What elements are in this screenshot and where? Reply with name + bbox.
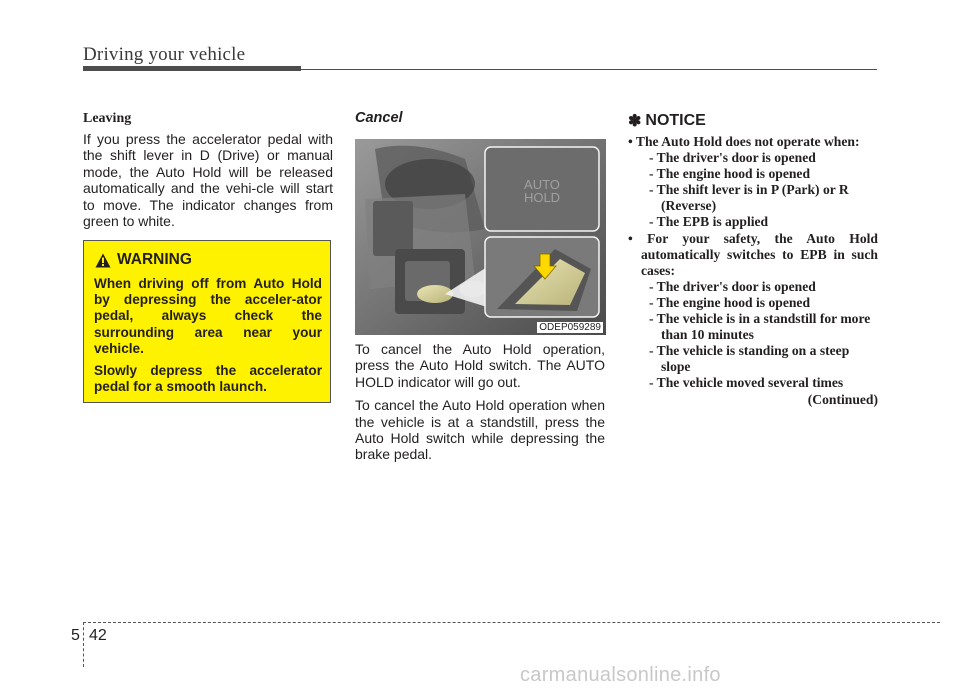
figure-code: ODEP059289 xyxy=(539,322,601,333)
warning-triangle-icon xyxy=(95,253,111,268)
notice-heading-row xyxy=(628,111,706,131)
notice-sub-item: - The vehicle is standing on a steep slope xyxy=(649,343,850,375)
console-illustration xyxy=(355,139,606,335)
page-chapter: 5 xyxy=(71,627,80,644)
cancel-body xyxy=(355,341,605,470)
watermark: carmanualsonline.info xyxy=(520,664,721,686)
leaving-heading: Leaving xyxy=(83,111,132,126)
notice-sub-item: - The vehicle is in a standstill for more than 10 minutes xyxy=(649,311,871,343)
warning-box xyxy=(83,240,331,403)
notice-list xyxy=(628,134,878,408)
warning-title: WARNING xyxy=(117,251,192,268)
notice-heading: NOTICE xyxy=(645,112,706,129)
warning-paragraph: Slowly depress the accelerator pedal for a smooth launch. xyxy=(94,363,322,395)
notice-symbol-icon: ✽ xyxy=(628,113,642,130)
footer-rule xyxy=(83,622,940,623)
warning-title-row xyxy=(95,251,192,269)
figure-label-auto: AUTO xyxy=(524,177,560,192)
header-rule-thin xyxy=(301,69,877,70)
notice-sub-item: - The vehicle moved several times xyxy=(649,375,844,391)
header-rule-thick xyxy=(83,66,301,71)
notice-continued: (Continued) xyxy=(807,391,878,407)
notice-sub-item: - The shift lever is in P (Park) or R (Reverse) xyxy=(649,182,849,214)
notice-sub-item: - The engine hood is opened xyxy=(649,294,811,310)
auto-hold-figure xyxy=(355,139,606,335)
cancel-paragraph: To cancel the Auto Hold operation, press the Auto Hold switch. The AUTO HOLD indicator will go out. xyxy=(355,341,605,390)
figure-label-hold: HOLD xyxy=(523,190,561,205)
page-number: 42 xyxy=(89,627,107,644)
warning-paragraph: When driving off from Auto Hold by depressing the acceler-ator pedal, always check the surrounding area near your vehicle. xyxy=(94,276,322,356)
warning-text xyxy=(94,276,322,401)
notice-sub-item: - The EPB is applied xyxy=(649,214,769,230)
cancel-paragraph: To cancel the Auto Hold operation when the vehicle is at a standstill, press the Auto Hold switch while depressing the brake pedal. xyxy=(355,397,605,463)
leaving-body: If you press the accelerator pedal with the shift lever in D (Drive) or manual mode, the Auto Hold will be released automatically and the vehi-cle will start to move. The indicator changes from green to white. xyxy=(83,131,333,230)
footer-divider xyxy=(83,622,84,667)
notice-bullet: • For your safety, the Auto Hold automatically switches to EPB in such cases: xyxy=(628,230,878,278)
cancel-heading: Cancel xyxy=(355,110,403,126)
section-title: Driving your vehicle xyxy=(83,44,246,65)
notice-sub-item: - The driver's door is opened xyxy=(649,278,816,294)
notice-sub-item: - The driver's door is opened xyxy=(649,150,816,166)
notice-sub-item: - The engine hood is opened xyxy=(649,166,811,182)
notice-bullet: • The Auto Hold does not operate when: xyxy=(628,134,860,149)
